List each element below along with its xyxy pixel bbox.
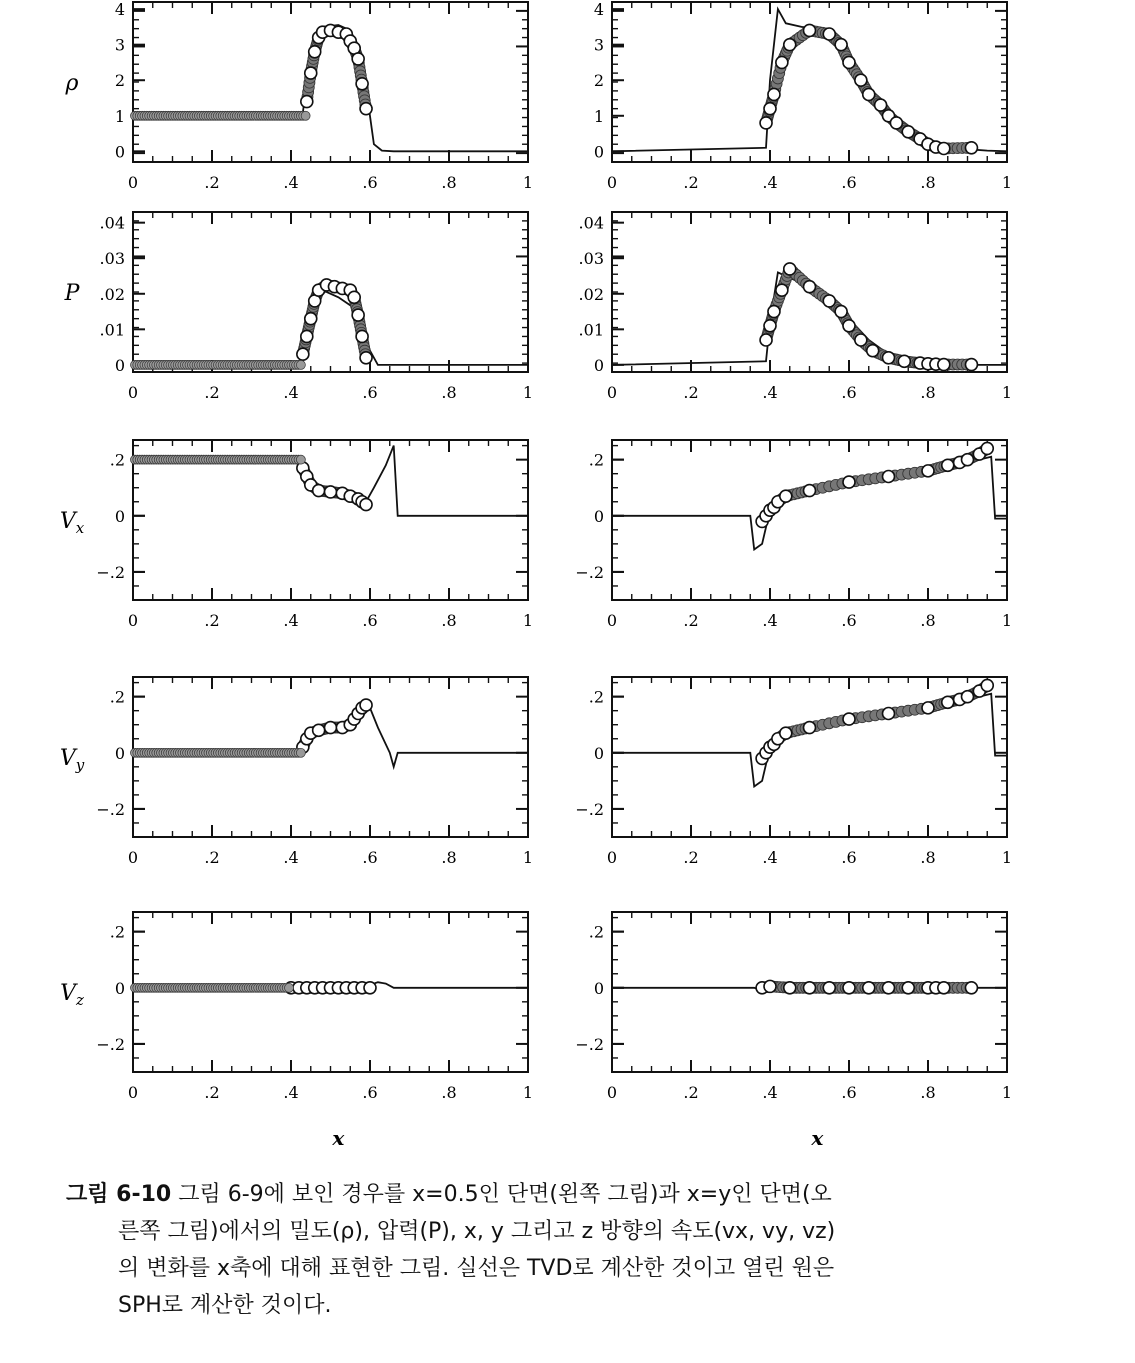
x-tick-label: .2 <box>204 1083 220 1102</box>
x-tick-label: 0 <box>127 173 139 192</box>
sph-circle <box>360 103 372 115</box>
panel-rho-left <box>65 0 534 192</box>
sph-circle <box>764 103 776 115</box>
sph-circle <box>804 485 816 497</box>
sph-circle <box>883 352 895 364</box>
sph-circle <box>942 459 954 471</box>
y-axis-label: P <box>64 281 80 306</box>
panel-vx-left <box>60 440 533 630</box>
y-tick-label: −.2 <box>96 799 125 819</box>
x-tick-label: .2 <box>683 383 699 402</box>
panel-rho-right <box>594 0 1012 192</box>
y-tick-label: 4 <box>593 0 604 20</box>
sph-circle <box>309 46 321 58</box>
sph-circle <box>902 126 914 138</box>
sph-circle <box>768 88 780 100</box>
x-tick-label: 1 <box>522 173 534 192</box>
caption-line-1 <box>66 1176 1026 1213</box>
x-axis-label: x <box>332 1126 345 1150</box>
sph-circle <box>784 39 796 51</box>
x-tick-label: 0 <box>127 1083 139 1102</box>
sph-circle <box>764 320 776 332</box>
sph-circle <box>938 142 950 154</box>
panel-vx-right <box>575 440 1012 630</box>
x-tick-label: .8 <box>920 848 936 867</box>
sph-circle <box>301 330 313 342</box>
sph-circle <box>965 982 977 994</box>
sph-circle <box>305 313 317 325</box>
x-tick-label: 1 <box>522 1083 534 1102</box>
x-tick-label: .8 <box>441 848 457 867</box>
sph-circle <box>301 96 313 108</box>
x-tick-label: .2 <box>683 173 699 192</box>
x-tick-label: .4 <box>762 611 778 630</box>
x-tick-label: .2 <box>683 1083 699 1102</box>
y-tick-label: 1 <box>593 106 604 126</box>
sph-flat-strip <box>130 983 293 992</box>
y-tick-label: .03 <box>578 249 604 269</box>
sph-circle <box>843 982 855 994</box>
sph-circle <box>764 980 776 992</box>
sph-circle <box>962 454 974 466</box>
x-tick-label: 1 <box>1001 611 1013 630</box>
x-tick-label: 0 <box>606 173 618 192</box>
sph-circle <box>356 330 368 342</box>
sph-circle <box>780 490 792 502</box>
sph-circle <box>855 334 867 346</box>
x-tick-label: .4 <box>762 173 778 192</box>
y-tick-label: 0 <box>114 355 125 375</box>
tvd-line <box>133 708 528 767</box>
sph-circle <box>875 99 887 111</box>
x-tick-label: .2 <box>204 173 220 192</box>
x-tick-label: 1 <box>1001 848 1013 867</box>
x-tick-label: .2 <box>683 848 699 867</box>
sph-circle <box>981 679 993 691</box>
sph-circle <box>325 722 337 734</box>
sph-circle <box>863 88 875 100</box>
y-tick-label: −.2 <box>575 799 604 819</box>
y-tick-label: .04 <box>578 213 604 233</box>
x-tick-label: 0 <box>606 383 618 402</box>
sph-dense-band <box>757 681 992 764</box>
x-tick-label: .6 <box>841 611 857 630</box>
sph-circle <box>883 470 895 482</box>
y-tick-label: .04 <box>99 213 125 233</box>
x-tick-label: .4 <box>762 383 778 402</box>
panel-p-left <box>64 212 534 402</box>
panel-vz-right <box>575 912 1012 1102</box>
x-tick-label: .8 <box>920 1083 936 1102</box>
caption-line-3: 의 변화를 x축에 대해 표현한 그림. 실선은 TVD로 계산한 것이고 열린 원은 <box>118 1256 835 1281</box>
x-tick-label: 1 <box>1001 1083 1013 1102</box>
x-tick-label: .8 <box>441 1083 457 1102</box>
x-tick-label: .8 <box>920 173 936 192</box>
x-tick-label: .2 <box>204 383 220 402</box>
x-tick-label: 1 <box>1001 173 1013 192</box>
sph-circle <box>313 485 325 497</box>
sph-circle <box>843 320 855 332</box>
sph-circle <box>804 722 816 734</box>
x-tick-label: .4 <box>283 383 299 402</box>
y-tick-label: .2 <box>109 687 125 707</box>
y-tick-label: −.2 <box>96 1034 125 1054</box>
sph-circle <box>823 982 835 994</box>
y-tick-label: .03 <box>99 249 125 269</box>
x-tick-label: 1 <box>522 848 534 867</box>
sph-circle <box>297 348 309 360</box>
y-tick-label: .2 <box>109 450 125 470</box>
sph-circle <box>804 24 816 36</box>
sph-circle <box>843 56 855 68</box>
x-tick-label: 1 <box>522 383 534 402</box>
sph-circle <box>965 359 977 371</box>
y-tick-label: 0 <box>114 506 125 526</box>
caption-line-4: SPH로 계산한 것이다. <box>118 1293 332 1318</box>
sph-circle <box>883 982 895 994</box>
x-axis-label: x <box>811 1126 824 1150</box>
sph-flat-strip <box>130 748 305 757</box>
sph-flat-strip <box>130 455 305 464</box>
x-tick-label: 0 <box>127 848 139 867</box>
sph-circle <box>352 53 364 65</box>
sph-circle <box>305 67 317 79</box>
sph-dense-band <box>757 444 992 527</box>
tvd-line <box>133 290 528 365</box>
sph-circle <box>902 982 914 994</box>
y-tick-label: 0 <box>593 142 604 162</box>
y-tick-label: 0 <box>593 355 604 375</box>
y-tick-label: 2 <box>593 71 604 91</box>
sph-circle <box>784 982 796 994</box>
sph-circle <box>922 465 934 477</box>
sph-circle <box>835 306 847 318</box>
x-tick-label: 0 <box>127 383 139 402</box>
x-tick-label: .6 <box>841 1083 857 1102</box>
x-tick-label: .6 <box>362 1083 378 1102</box>
sph-circle <box>780 727 792 739</box>
sph-circle <box>784 263 796 275</box>
sph-circle <box>965 142 977 154</box>
sph-circle <box>760 117 772 129</box>
y-tick-label: 0 <box>114 142 125 162</box>
x-tick-label: .4 <box>762 1083 778 1102</box>
sph-circle <box>981 442 993 454</box>
x-tick-label: 0 <box>606 1083 618 1102</box>
x-tick-label: .2 <box>683 611 699 630</box>
panel-p-right <box>579 212 1013 402</box>
sph-flat-strip <box>130 360 305 369</box>
y-tick-label: .2 <box>588 687 604 707</box>
y-tick-label: 0 <box>593 743 604 763</box>
x-tick-label: 0 <box>606 848 618 867</box>
sph-circle <box>962 691 974 703</box>
x-tick-label: .4 <box>283 611 299 630</box>
sph-circle <box>855 74 867 86</box>
x-tick-label: .8 <box>441 383 457 402</box>
panel-vy-left <box>60 677 533 867</box>
y-tick-label: 1 <box>114 106 125 126</box>
sph-circle <box>883 707 895 719</box>
x-tick-label: .6 <box>841 383 857 402</box>
x-tick-label: .4 <box>283 173 299 192</box>
y-tick-label: 2 <box>114 71 125 91</box>
y-axis-label: $V_y$ <box>59 746 85 774</box>
sph-circle <box>325 486 337 498</box>
sph-circle <box>348 291 360 303</box>
y-tick-label: .01 <box>578 320 604 340</box>
y-tick-label: 3 <box>114 35 125 55</box>
y-tick-label: .2 <box>588 450 604 470</box>
sph-circle <box>356 78 368 90</box>
x-tick-label: .2 <box>204 611 220 630</box>
x-tick-label: .4 <box>283 1083 299 1102</box>
sph-circle <box>352 309 364 321</box>
y-tick-label: 3 <box>593 35 604 55</box>
sph-circle <box>776 284 788 296</box>
sph-circle <box>360 699 372 711</box>
sph-circle <box>823 295 835 307</box>
sph-circle <box>890 117 902 129</box>
sph-circle <box>863 982 875 994</box>
caption-lead: 그림 6-10 <box>66 1182 172 1207</box>
x-tick-label: .6 <box>362 173 378 192</box>
y-tick-label: 0 <box>114 743 125 763</box>
y-tick-label: −.2 <box>96 562 125 582</box>
sph-circle <box>360 352 372 364</box>
sph-circle <box>835 39 847 51</box>
y-tick-label: .02 <box>99 284 125 304</box>
sph-circle <box>867 345 879 357</box>
x-tick-label: .6 <box>362 383 378 402</box>
x-tick-label: 1 <box>522 611 534 630</box>
x-tick-label: .8 <box>441 611 457 630</box>
sph-circle <box>776 56 788 68</box>
x-tick-label: 0 <box>606 611 618 630</box>
y-tick-label: .2 <box>109 922 125 942</box>
sph-flat-strip <box>130 111 310 120</box>
y-tick-label: .01 <box>99 320 125 340</box>
y-tick-label: −.2 <box>575 562 604 582</box>
y-tick-label: .2 <box>588 922 604 942</box>
x-tick-label: .6 <box>841 173 857 192</box>
sph-circle <box>760 334 772 346</box>
sph-circle <box>843 476 855 488</box>
y-tick-label: 0 <box>593 978 604 998</box>
sph-circle <box>364 982 376 994</box>
y-tick-label: 0 <box>114 978 125 998</box>
sph-circle <box>804 281 816 293</box>
x-tick-label: 1 <box>1001 383 1013 402</box>
x-tick-label: .6 <box>362 611 378 630</box>
sph-circle <box>942 696 954 708</box>
sph-circle <box>313 724 325 736</box>
x-tick-label: .8 <box>920 611 936 630</box>
sph-circle <box>938 982 950 994</box>
panel-vy-right <box>575 677 1012 867</box>
x-tick-label: .8 <box>441 173 457 192</box>
sph-circle <box>823 28 835 40</box>
tvd-line <box>133 25 528 151</box>
sph-circle <box>922 702 934 714</box>
x-tick-label: .6 <box>841 848 857 867</box>
x-tick-label: .4 <box>762 848 778 867</box>
caption-text-1: 그림 6-9에 보인 경우를 x=0.5인 단면(왼쪽 그림)과 x=y인 단면(오 <box>171 1182 832 1207</box>
y-tick-label: 4 <box>114 0 125 20</box>
x-tick-label: .6 <box>362 848 378 867</box>
sph-circle <box>360 499 372 511</box>
caption-line-2: 른쪽 그림)에서의 밀도(ρ), 압력(P), x, y 그리고 z 방향의 속도(vx, vy, vz) <box>118 1219 836 1244</box>
sph-circle <box>898 355 910 367</box>
y-tick-label: 0 <box>593 506 604 526</box>
sph-circle <box>804 982 816 994</box>
y-tick-label: −.2 <box>575 1034 604 1054</box>
y-axis-label: ρ <box>65 71 79 96</box>
x-tick-label: .4 <box>283 848 299 867</box>
x-tick-label: .2 <box>204 848 220 867</box>
panel-vz-left <box>60 912 533 1102</box>
sph-circle <box>938 359 950 371</box>
figure-caption <box>66 1176 1026 1324</box>
y-axis-label: $V_x$ <box>59 509 85 537</box>
x-tick-label: 0 <box>127 611 139 630</box>
y-axis-label: $V_z$ <box>60 981 84 1009</box>
x-tick-label: .8 <box>920 383 936 402</box>
sph-circle <box>843 713 855 725</box>
sph-circle <box>768 306 780 318</box>
y-tick-label: .02 <box>578 284 604 304</box>
